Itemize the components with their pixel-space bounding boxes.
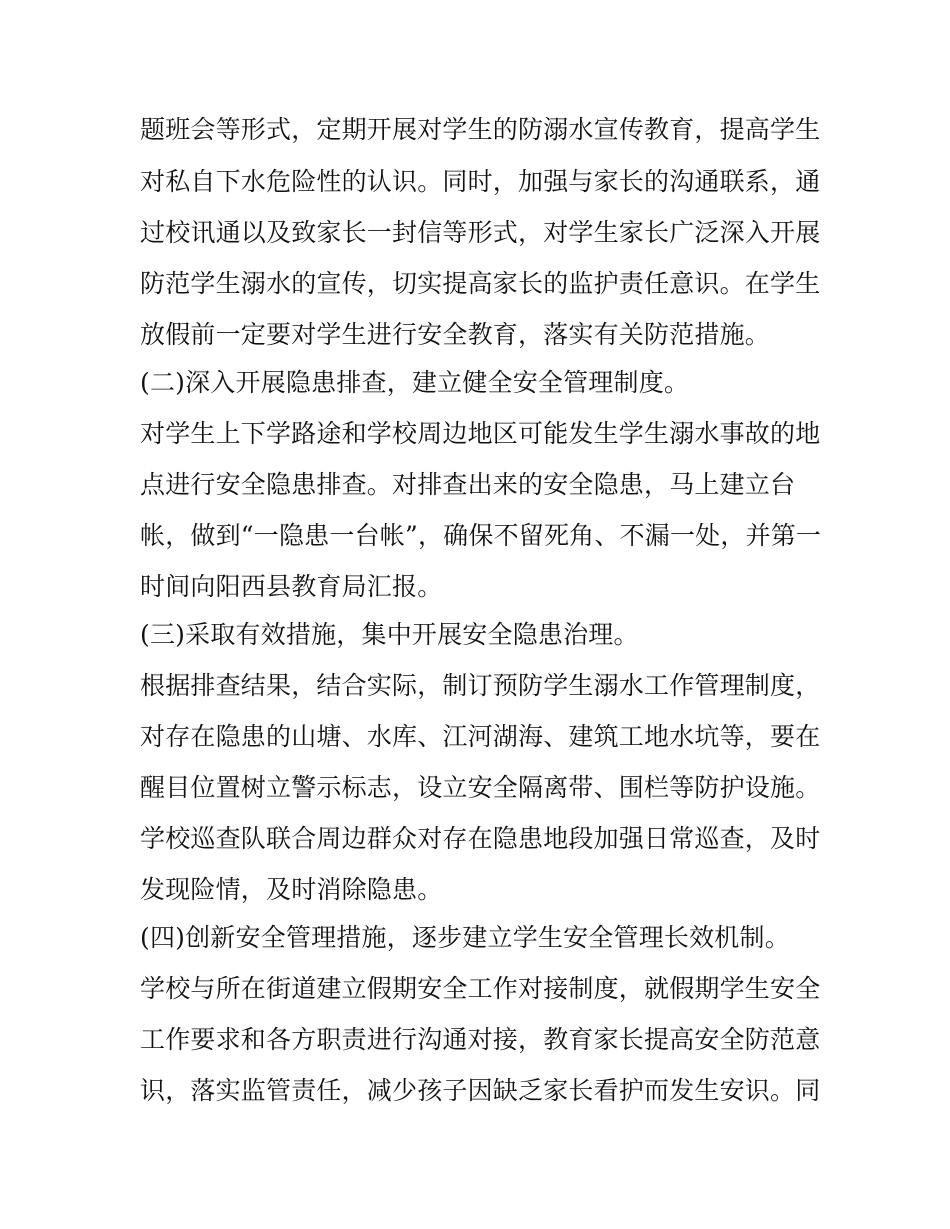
text-line: 对学生上下学路途和学校周边地区可能发生学生溺水事故的地 [140,419,821,448]
section-heading: (二)深入开展隐患排查，建立健全安全管理制度。 [140,368,690,397]
text-line: 过校讯通以及致家长一封信等形式，对学生家长广泛深入开展 [140,218,821,247]
text-line: 时间向阳西县教育局汇报。 [140,572,443,601]
text-line: 对存在隐患的山塘、水库、江河湖海、建筑工地水坑等，要在 [140,722,821,751]
text-line: 工作要求和各方职责进行沟通对接，教育家长提高安全防范意 [140,1025,821,1054]
section-heading: (四)创新安全管理措施，逐步建立学生安全管理长效机制。 [140,923,790,952]
text-line: 防范学生溺水的宣传，切实提高家长的监护责任意识。在学生 [140,269,821,298]
text-line: 发现险情，及时消除隐患。 [140,875,443,904]
text-line: 放假前一定要对学生进行安全教育，落实有关防范措施。 [140,320,771,349]
text-line: 学校与所在街道建立假期安全工作对接制度，就假期学生安全 [140,974,821,1003]
text-line: 点进行安全隐患排查。对排查出来的安全隐患，马上建立台 [140,470,796,499]
text-line: 识，落实监管责任，减少孩子因缺乏家长看护而发生安识。同 [140,1076,821,1105]
text-line: 帐，做到“一隐患一台帐”，确保不留死角、不漏一处，并第一 [140,521,822,550]
text-line: 对私自下水危险性的认识。同时，加强与家长的沟通联系，通 [140,167,821,196]
text-line: 学校巡查队联合周边群众对存在隐患地段加强日常巡查，及时 [140,824,821,853]
text-line: 醒目位置树立警示标志，设立安全隔离带、围栏等防护设施。 [140,773,821,802]
section-heading: (三)采取有效措施，集中开展安全隐患治理。 [140,620,639,649]
text-line: 根据排查结果，结合实际，制订预防学生溺水工作管理制度， [140,671,821,700]
text-line: 题班会等形式，定期开展对学生的防溺水宣传教育，提高学生 [140,115,821,144]
